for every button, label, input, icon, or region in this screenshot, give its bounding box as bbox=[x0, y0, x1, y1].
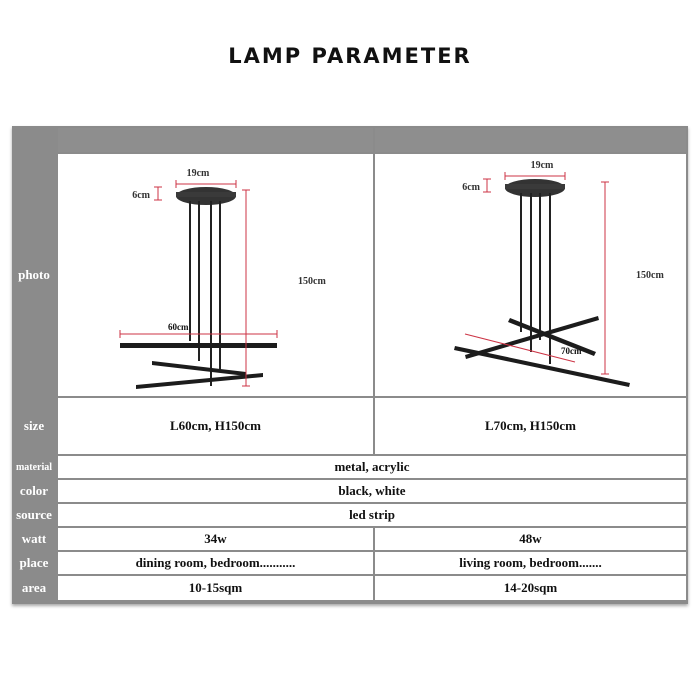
watt-left: 34w bbox=[58, 528, 373, 550]
row-label-size: size bbox=[23, 418, 45, 433]
lamp-drawing-left bbox=[58, 154, 373, 396]
dim-width-right: 19cm bbox=[530, 160, 554, 171]
source-value: led strip bbox=[58, 504, 686, 526]
dim-height-left: 150cm bbox=[298, 276, 326, 287]
dim-canopy-left: 6cm bbox=[132, 190, 150, 201]
row-label-material: material bbox=[15, 461, 53, 473]
row-label-source: source bbox=[16, 507, 52, 522]
page-title: LAMP PARAMETER bbox=[228, 44, 472, 68]
row-label-area: area bbox=[21, 580, 47, 595]
row-label-color: color bbox=[19, 483, 49, 498]
dim-canopy-right: 6cm bbox=[462, 182, 480, 193]
watt-right: 48w bbox=[375, 528, 686, 550]
table-header-left bbox=[58, 128, 373, 152]
table-header-right bbox=[375, 128, 686, 152]
row-label-photo: photo bbox=[18, 267, 50, 282]
lamp-drawing-right bbox=[375, 154, 686, 396]
row-label-place: place bbox=[19, 555, 49, 570]
material-value: metal, acrylic bbox=[58, 456, 686, 478]
area-right: 14-20sqm bbox=[375, 576, 686, 600]
place-right: living room, bedroom....... bbox=[375, 552, 686, 574]
dim-length-left: 60cm bbox=[168, 322, 189, 332]
dim-height-right: 150cm bbox=[636, 270, 664, 281]
size-right: L70cm, H150cm bbox=[375, 398, 686, 454]
place-left: dining room, bedroom........... bbox=[58, 552, 373, 574]
size-left: L60cm, H150cm bbox=[58, 398, 373, 454]
dim-width-left: 19cm bbox=[186, 168, 210, 179]
color-value: black, white bbox=[58, 480, 686, 502]
photo-cell-right bbox=[375, 154, 686, 396]
row-label-watt: watt bbox=[21, 531, 47, 546]
area-left: 10-15sqm bbox=[58, 576, 373, 600]
photo-cell-left bbox=[58, 154, 373, 396]
parameter-table bbox=[12, 126, 688, 604]
dim-length-right: 70cm bbox=[561, 346, 582, 356]
